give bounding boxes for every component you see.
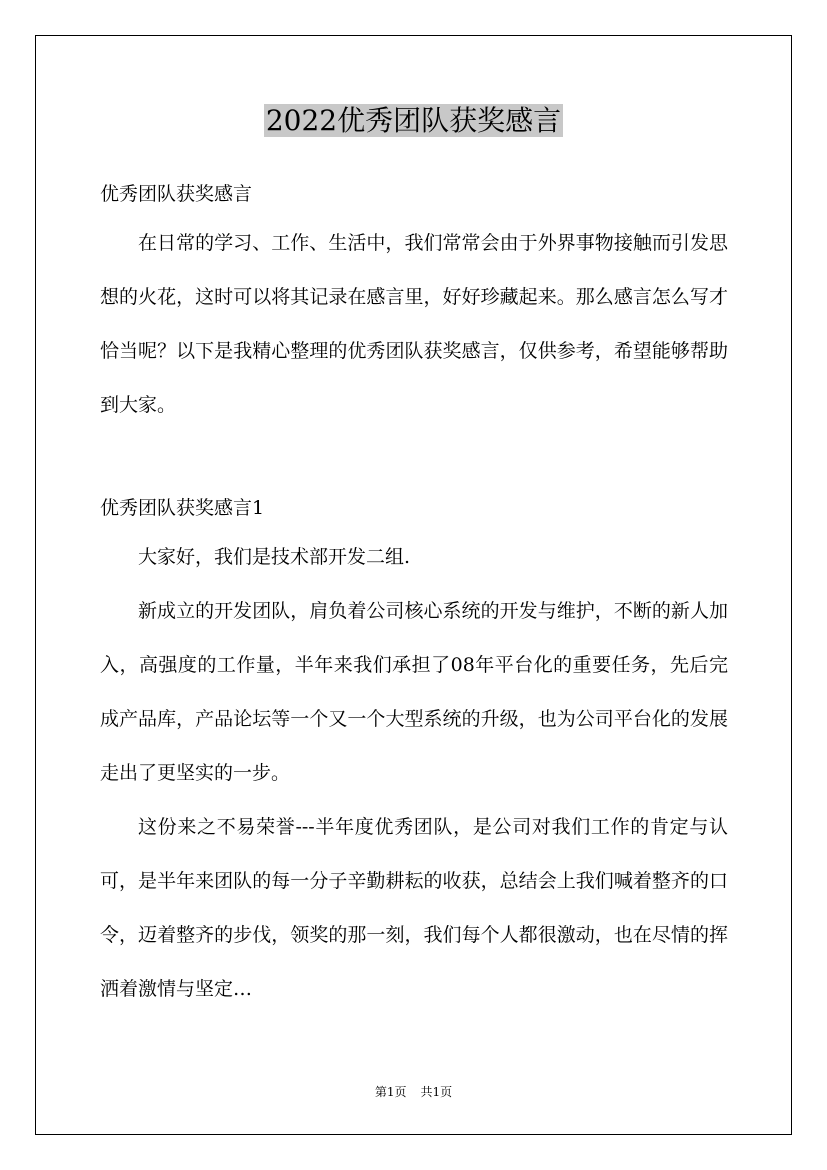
section-spacer [100, 432, 728, 486]
section-heading-1: 优秀团队获奖感言1 [100, 497, 265, 519]
team-intro-paragraph: 新成立的开发团队，肩负着公司核心系统的开发与维护，不断的新人加入，高强度的工作量，半年来我们承担了08年平台化的重要任务，先后完成产品库，产品论坛等一个又一个大型系统的升级，也为公司平台化的发展走出了更坚实的一步。 [100, 600, 728, 784]
honor-paragraph: 这份来之不易荣誉---半年度优秀团队，是公司对我们工作的肯定与认可，是半年来团队的每一分子辛勤耕耘的收获，总结会上我们喊着整齐的口令，迈着整齐的步伐，领奖的那一刻，我们每个人都很激动，也在尽情的挥洒着激情与坚定… [100, 816, 728, 1000]
intro-paragraph: 在日常的学习、工作、生活中，我们常常会由于外界事物接触而引发思想的火花，这时可以将其记录在感言里，好好珍藏起来。那么感言怎么写才恰当呢？以下是我精心整理的优秀团队获奖感言，仅供参考，希望能够帮助到大家。 [100, 232, 728, 416]
section-heading-intro: 优秀团队获奖感言 [100, 183, 253, 205]
document-title [0, 100, 827, 142]
greeting-paragraph: 大家好，我们是技术部开发二组. [138, 546, 411, 568]
page-footer [0, 1082, 827, 1102]
document-body [100, 172, 728, 1016]
document-title-text: 2022优秀团队获奖感言 [265, 104, 562, 137]
page-number: 第1页 [374, 1085, 407, 1099]
page-total: 共1页 [420, 1085, 453, 1099]
